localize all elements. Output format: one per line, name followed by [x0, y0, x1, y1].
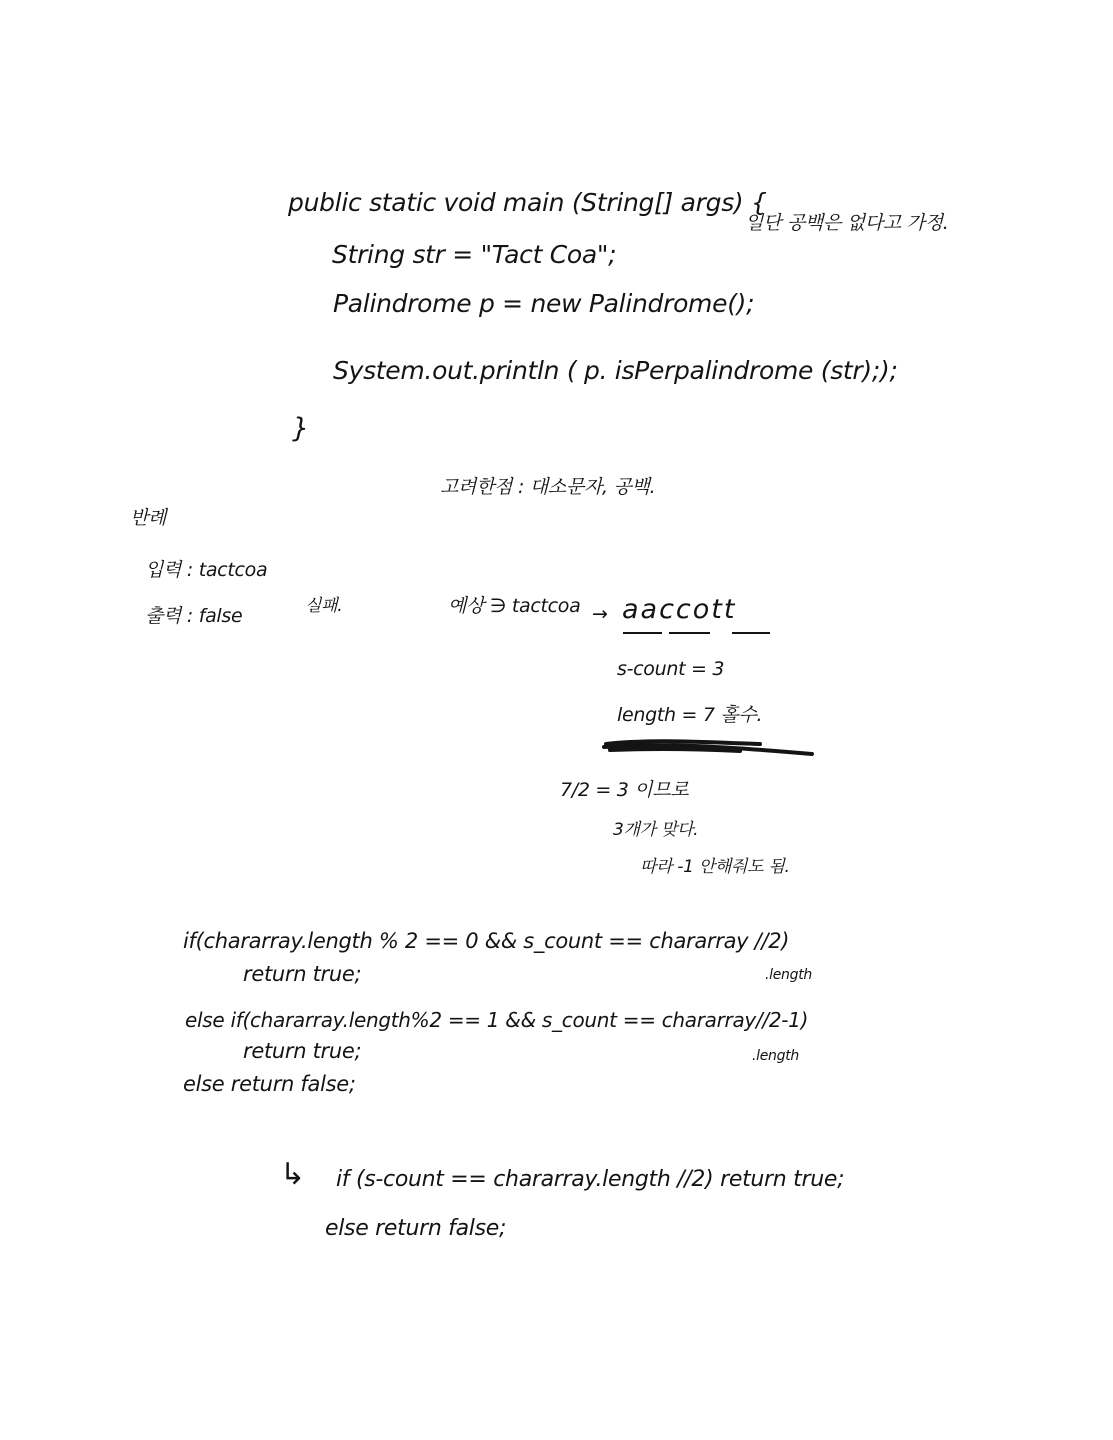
reasoning-division: 7/2 = 3 이므로 [560, 779, 689, 801]
else-return-false: else return false; [183, 1072, 356, 1096]
code-palindrome-decl: Palindrome p = new Palindrome(); [333, 289, 755, 318]
else-if-line-odd-length: .length [752, 1048, 799, 1064]
code-string-decl: String str = "Tact Coa"; [332, 240, 617, 269]
test-input: 입력 : tactcoa [145, 559, 268, 581]
test-result: 실패. [305, 596, 343, 616]
if-return-true-1: return true; [243, 962, 362, 986]
test-output: 출력 : false [145, 605, 243, 627]
counterexample-heading: 반례 [130, 507, 167, 529]
if-line-even: if(chararray.length % 2 == 0 && s_count == chararray //2) [183, 929, 790, 953]
simplified-else: else return false; [325, 1216, 507, 1241]
example-s-count: s-count = 3 [617, 658, 725, 680]
code-closing-brace: } [292, 413, 309, 444]
side-note-no-spaces: 일단 공백은 없다고 가정. [745, 212, 949, 234]
reasoning-no-minus-one: 따라 -1 안해줘도 됨. [640, 857, 790, 877]
example-label: 예상 ∋ tactcoa [448, 595, 581, 617]
example-sorted-string: aaccott [622, 594, 737, 625]
code-main-signature: public static void main (String[] args) { [288, 188, 767, 217]
simplified-if: if (s-count == chararray.length //2) return true; [336, 1167, 845, 1192]
code-println: System.out.println ( p. isPerpalindrome (str);); [333, 356, 898, 385]
else-if-line-odd: else if(chararray.length%2 == 1 && s_count == chararray//2-1) [185, 1008, 809, 1032]
if-line-even-length: .length [765, 967, 812, 983]
constraint-note: 고려한점 : 대소문자, 공백. [440, 476, 656, 498]
example-arrow: → [592, 603, 608, 625]
example-length: length = 7 홀수. [617, 704, 763, 726]
simplified-arrow: ↳ [280, 1157, 305, 1192]
heavy-scribble-underline [604, 741, 812, 754]
if-return-true-2: return true; [243, 1039, 362, 1063]
reasoning-three-match: 3개가 맞다. [613, 820, 699, 840]
